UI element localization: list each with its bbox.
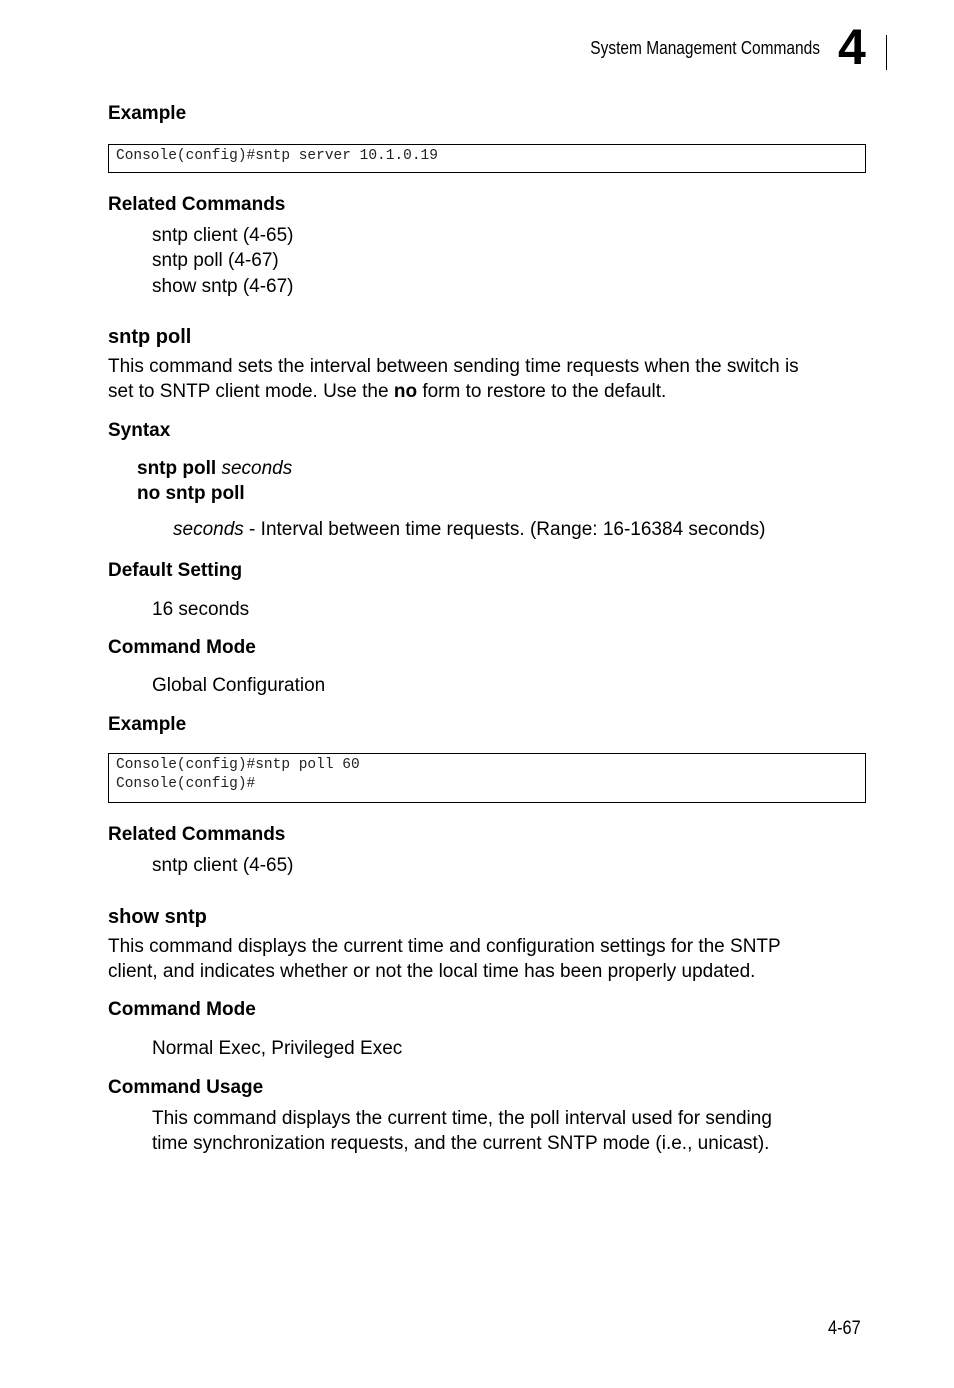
parameter-description [173, 519, 766, 541]
syntax-heading: Syntax [108, 420, 171, 441]
related-command-item: show sntp (4-67) [152, 276, 294, 297]
chapter-number: 4 [838, 19, 866, 75]
chapter-divider [886, 35, 887, 70]
command-title: show sntp [108, 906, 207, 928]
running-header: System Management Commands [590, 38, 820, 58]
syntax-command: no sntp poll [137, 483, 245, 504]
parameter-name: seconds [173, 519, 244, 540]
syntax-command: sntp poll [137, 458, 217, 479]
command-mode-value: Global Configuration [152, 675, 326, 696]
syntax-line [137, 483, 245, 505]
example-heading: Example [108, 103, 187, 124]
syntax-parameter: seconds [221, 458, 293, 479]
command-description [108, 934, 781, 984]
code-example-box [108, 753, 866, 803]
command-mode-heading: Command Mode [108, 999, 256, 1020]
description-line: This command sets the interval between sending time requests when the switch is [108, 356, 799, 377]
usage-line: This command displays the current time, the poll interval used for sending [152, 1108, 772, 1129]
related-command-item: sntp client (4-65) [152, 225, 294, 246]
example-heading: Example [108, 714, 187, 735]
related-commands-heading: Related Commands [108, 824, 286, 845]
parameter-text: - Interval between time requests. (Range: 16-16384 seconds) [243, 519, 766, 540]
command-mode-heading: Command Mode [108, 637, 256, 658]
code-example-box [108, 144, 866, 173]
code-line: Console(config)# [116, 776, 256, 792]
command-title: sntp poll [108, 326, 192, 348]
command-usage-text [152, 1106, 772, 1156]
description-line: client, and indicates whether or not the local time has been properly updated. [108, 961, 756, 982]
description-line [108, 379, 799, 404]
command-description [108, 354, 799, 404]
code-line: Console(config)#sntp server 10.1.0.19 [116, 148, 438, 164]
usage-line: time synchronization requests, and the current SNTP mode (i.e., unicast). [152, 1133, 770, 1154]
text-run: set to SNTP client mode. Use the [108, 381, 394, 402]
description-line: This command displays the current time and configuration settings for the SNTP [108, 936, 781, 957]
text-run: form to restore to the default. [417, 381, 667, 402]
default-setting-heading: Default Setting [108, 560, 243, 581]
related-command-item: sntp poll (4-67) [152, 250, 279, 271]
page-number: 4-67 [828, 1318, 861, 1339]
related-command-item: sntp client (4-65) [152, 855, 294, 876]
command-usage-heading: Command Usage [108, 1077, 264, 1098]
command-mode-value: Normal Exec, Privileged Exec [152, 1038, 403, 1059]
code-line: Console(config)#sntp poll 60 [116, 757, 360, 773]
syntax-line [137, 458, 292, 480]
default-value: 16 seconds [152, 599, 250, 620]
related-commands-heading: Related Commands [108, 194, 286, 215]
keyword-no: no [393, 381, 418, 402]
